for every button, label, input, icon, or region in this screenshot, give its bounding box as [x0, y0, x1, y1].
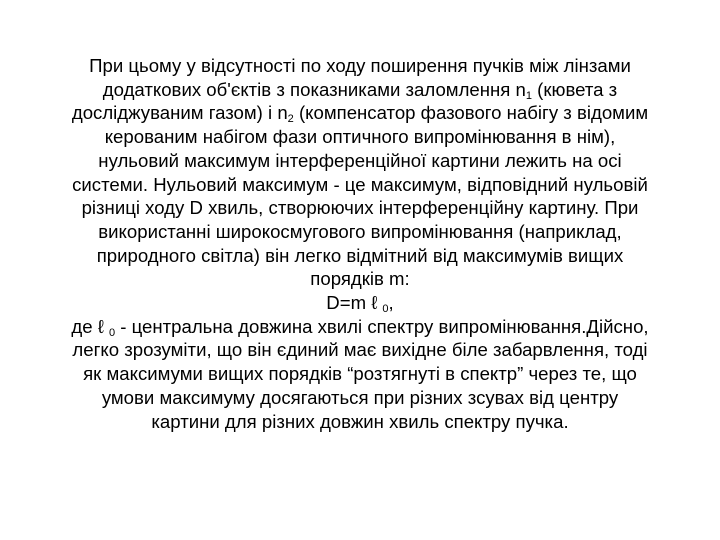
text-span: порядків m:: [310, 268, 410, 290]
text-span: - центральна довжина хвилі спектру випромінювання.Дійсно,: [115, 315, 649, 337]
text-span: керованим набігом фази оптичного випромінювання в нім),: [104, 126, 616, 148]
formula-line: [22, 291, 698, 315]
formula-text: D=m ℓ: [326, 292, 383, 314]
text-line: [22, 220, 698, 244]
text-line: [22, 386, 698, 410]
text-line: [22, 125, 698, 149]
text-line: [22, 267, 698, 291]
subscript: 2: [287, 113, 294, 126]
text-span: картини для різних довжин хвиль спектру пучка.: [151, 410, 569, 432]
subscript: 0: [108, 326, 116, 339]
text-line: [22, 338, 698, 362]
text-line: [22, 196, 698, 220]
text-span: системи. Нульовий максимум - це максимум, відповідний нульовій: [72, 173, 648, 195]
subscript: 1: [525, 89, 533, 102]
text-span: використанні широкосмугового випромінювання (наприклад,: [98, 220, 622, 242]
text-line: [22, 78, 698, 102]
text-line: [22, 149, 698, 173]
text-span: (компенсатор фазового набігу з відомим: [293, 102, 649, 124]
text-span: додаткових об'єктів з показниками заломлення n: [102, 78, 526, 100]
text-span: природного світла) він легко відмітний від максимумів вищих: [96, 244, 624, 266]
text-line: [22, 410, 698, 434]
text-span: (кювета з: [532, 78, 618, 100]
text-line: [22, 244, 698, 268]
formula-punctuation: ,: [388, 292, 394, 314]
text-line: [22, 54, 698, 78]
text-span: нульовий максимум інтерференційної картини лежить на осі: [98, 149, 622, 171]
subscript: 0: [382, 303, 389, 316]
text-span: легко зрозуміти, що він єдиний має вихідне біле забарвлення, тоді: [72, 339, 648, 361]
text-span: умови максимуму досягаються при різних зсувах від центру: [101, 386, 619, 408]
text-span: різниці ходу D хвиль, створюючих інтерференційну картину. При: [81, 197, 639, 219]
text-span: досліджуваним газом) і n: [71, 102, 288, 124]
text-line: [22, 173, 698, 197]
text-span: При цьому у відсутності по ходу поширення пучків між лінзами: [89, 55, 631, 76]
text-line: [22, 362, 698, 386]
text-span: як максимуми вищих порядків “розтягнуті в спектр” через те, що: [83, 363, 637, 385]
text-line: [22, 315, 698, 339]
slide-body-text: [22, 54, 698, 433]
text-line: [22, 101, 698, 125]
text-span: де ℓ: [71, 315, 109, 337]
